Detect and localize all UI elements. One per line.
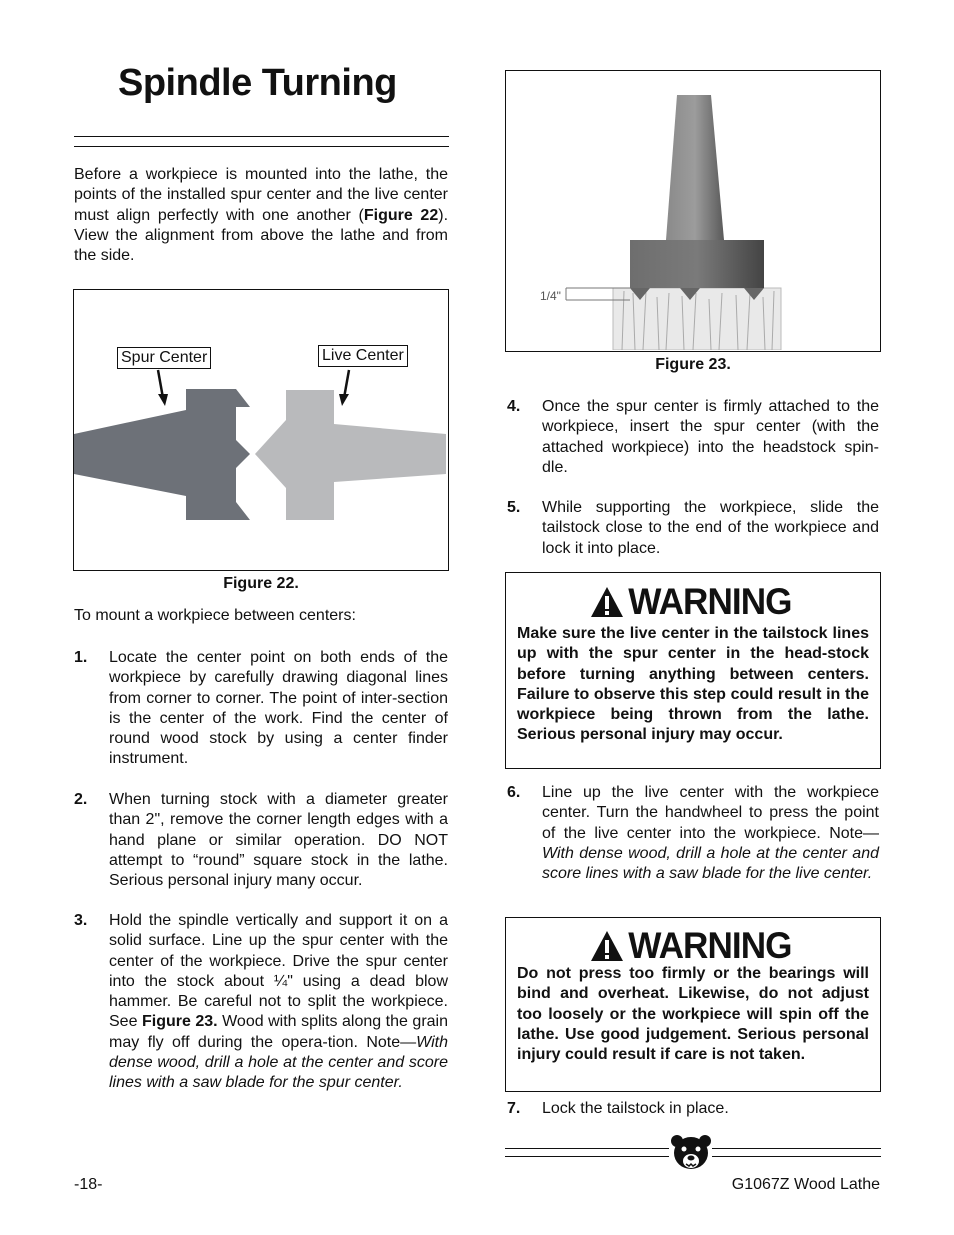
spur-center-label: Spur Center (117, 347, 211, 369)
page-title: Spindle Turning (118, 62, 397, 104)
warning-heading (506, 581, 880, 623)
step-text: While supporting the workpiece, slide the tailstock close to the end of the workpiece and lock it into place. (542, 499, 879, 557)
live-center-block (286, 390, 334, 520)
step-7 (507, 1099, 879, 1119)
step-number: 6. (507, 784, 521, 801)
step-5 (507, 498, 879, 559)
warning-heading (506, 925, 880, 967)
step-1 (74, 648, 448, 770)
step-6 (507, 783, 879, 884)
footer-rule-right-2 (712, 1156, 881, 1157)
bear-head-logo-icon (670, 1133, 712, 1175)
live-center-point (255, 420, 286, 488)
figure-23 (505, 70, 881, 352)
step-3 (74, 911, 448, 1094)
live-center-label: Live Center (318, 345, 408, 367)
warning-triangle-icon (590, 930, 624, 962)
step-6-text-a: Line up the live center with the workpiece center. Turn the handwheel to press the point of the live center into the workpiece. Note— (542, 784, 879, 842)
step-number: 4. (507, 398, 521, 415)
title-rule-top (74, 136, 449, 137)
spur-center-base (630, 240, 764, 288)
warning-text: Make sure the live center in the tailstock lines up with the spur center in the head-stock before turning anything between centers. Failure to observe this step could result in the workpiece being thrown from the lathe. Serious personal injury may occur. (517, 625, 869, 744)
warning-word: WARNING (628, 925, 792, 966)
step-text: Locate the center point on both ends of the workpiece by carefully drawing diagonal lines from corner to corner. The point of inter-section is the center of the work. Find the center of round wood stock by using a center finder instrument. (109, 649, 448, 768)
warning-text: Do not press too firmly or the bearings will bind and overheat. Likewise, do not adjust too loosely or the workpiece will spin off the lathe. Use good judgement. Serious personal injury could result if care is not taken. (517, 965, 869, 1064)
step-number: 7. (507, 1100, 521, 1117)
step-text: When turning stock with a diameter greater than 2", remove the corner length edges with a hand plane or similar operation. DO NOT attempt to “round” square stock in the lathe. Serious personal injury many occur. (109, 791, 448, 890)
warning-box-2 (505, 917, 881, 1092)
step-3-text-b: Wood with splits along the grain may fly off during the opera-tion. Note— (109, 1013, 448, 1051)
spur-center-shaft (74, 410, 186, 496)
title-rule-bottom (74, 146, 449, 147)
dimension-label: 1/4" (540, 289, 561, 303)
step-text (542, 783, 879, 884)
step-3-text-a: Hold the spindle vertically and support it on a solid surface. Line up the spur center with the center of the workpiece. Drive the spur center into the stock about ¼" using a dead blow hammer. Be careful not to split the workpiece. See (109, 912, 448, 1031)
mount-intro: To mount a workpiece between centers: (74, 607, 356, 624)
warning-triangle-icon (590, 586, 624, 618)
step-6-note: With dense wood, drill a hole at the center and score lines with a saw blade for the live center. (542, 844, 879, 883)
step-number: 5. (507, 499, 521, 516)
intro-paragraph (74, 165, 448, 266)
footer-rule-right-1 (712, 1148, 881, 1149)
step-3-note: With dense wood, drill a hole at the center and score lines with a saw blade for the spur center. (109, 1033, 448, 1092)
figure-22 (73, 289, 449, 571)
figure-23-caption: Figure 23. (655, 356, 731, 373)
spur-arrow (158, 370, 163, 398)
footer-rule-left-2 (505, 1156, 669, 1157)
footer-model: G1067Z Wood Lathe (731, 1176, 880, 1193)
figure-22-caption: Figure 22. (223, 575, 299, 592)
spur-center-block (186, 389, 236, 520)
figure-23-diagram (506, 71, 879, 350)
live-arrow (344, 370, 349, 398)
spur-center-point (236, 440, 250, 468)
intro-text-b: ). View the alignment from above the lathe and from the side. (74, 206, 449, 265)
spur-center-shaft (666, 95, 724, 240)
step-4 (507, 397, 879, 478)
step-number: 1. (74, 649, 88, 666)
intro-figure-ref: Figure 22 (363, 206, 439, 224)
intro-text-a: Before a workpiece is mounted into the lathe, the points of the installed spur center and the live center must align perfectly with one another ( (74, 166, 448, 224)
step-2 (74, 790, 448, 891)
warning-word: WARNING (628, 581, 792, 622)
step-number: 3. (74, 912, 88, 929)
live-center-shaft (334, 424, 446, 482)
footer-rule-left-1 (505, 1148, 669, 1149)
page-number: -18- (74, 1176, 103, 1193)
step-3-figure-ref: Figure 23. (141, 1013, 218, 1031)
step-number: 2. (74, 791, 88, 808)
step-text: Lock the tailstock in place. (542, 1100, 729, 1117)
step-text (109, 911, 448, 1094)
warning-box-1 (505, 572, 881, 769)
step-text: Once the spur center is firmly attached to the workpiece, insert the spur center (with the attached workpiece) into the headstock spin-dle. (542, 398, 879, 476)
figure-22-diagram (74, 290, 447, 569)
